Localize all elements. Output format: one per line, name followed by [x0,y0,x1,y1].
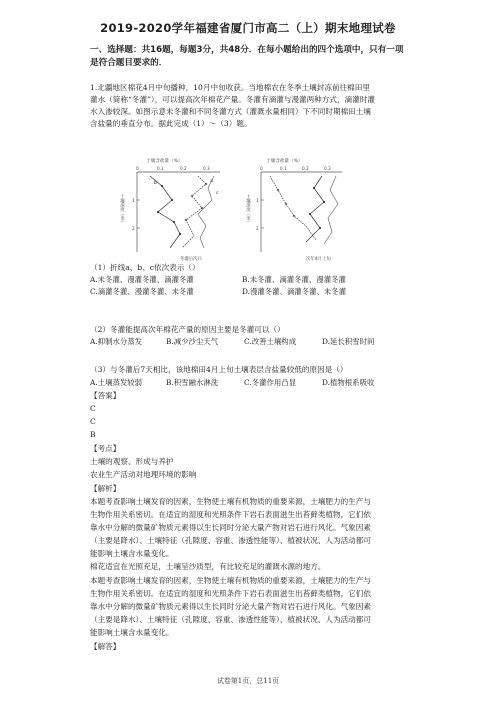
left-caption: 冬灌后次日 [180,257,202,262]
right-curve-2 [306,176,324,242]
right-axis-label: 土壤含盐量（%） [266,159,303,164]
jiexi-p3-line-1: 本题考查影响土壤发育的因素，生物使土壤有机物质的重要来源，土壤肥力的生产与 [90,576,371,585]
intro-line-1: 1.北疆地区棉花4月中旬播种，10月中旬收获。当地棉农在冬季土壤封冻前往棉田里 [90,83,370,92]
kaodian-line-2: 农业生产活动对地理环境的影响 [90,470,197,479]
left-depth-label: 土壤深度（米） [119,194,125,225]
intro-line-3: 水入渗较深。如图示意未冬灌和不同冬灌方式（灌溉水量相同）下不同时期棉田土壤 [90,107,371,116]
q3-stem: （3）与冬灌后7天相比，该地棉田4月上旬土壤表层含盐量较低的原因是（） [90,365,348,374]
kaodian-label: 【考点】 [90,444,121,453]
q2-option-c: C.改善土壤构成 [244,337,297,346]
right-tick-1: 0.1 [280,166,287,171]
q2-option-a: A.抑制水分蒸发 [90,337,143,346]
left-depth-tick-1: 1 [132,198,135,203]
q2-options [90,336,420,347]
page-footer: 试卷第1页，总11页 [216,677,280,685]
q3-option-c: C.冬灌作用凸显 [244,378,297,387]
curve-label-c: c [216,191,219,196]
right-depth-label: 土壤深度（米） [245,194,251,225]
q2-option-d: D.延长积雪时间 [322,337,375,346]
section-heading-2: 是符合题目要求的． [90,58,168,68]
page-title: 2019-2020学年福建省厦门市高二（上）期末地理试卷 [100,21,396,35]
q1-option-b: B.未冬灌、滴灌冬灌、漫灌冬灌 [242,275,346,284]
right-caption: 次年4月上旬 [306,257,331,262]
q1-option-d: D.漫灌冬灌、滴灌冬灌、未冬灌 [242,287,347,296]
intro-line-4: 含盐量的垂直分布。据此完成（1）～（3）题。 [90,119,252,128]
jiexi-p1-line-2: 生物作用关系密切。在适宜的湿度和光照条件下岩石表面滋生出苔藓类植物，它们依 [90,510,371,519]
q1-stem: （1）折线a、b、c依次表示（） [90,263,200,272]
q1-option-c: C.滴灌冬灌、漫灌冬灌、未冬灌 [90,287,194,296]
left-axis-label: 土壤含盐量（%） [146,159,183,164]
jiexi-p1-line-5: 能影响土壤含水量变化。 [90,549,174,558]
left-curve-a [182,176,206,248]
jieda-label: 【解答】 [90,642,121,651]
jiexi-p2: 棉花适宜在光照充足，土壤呈沙质型，有比较充足的灌溉水源的地方。 [90,562,326,571]
q3-option-d: D.植物根系吸收 [322,378,375,387]
left-curve-b [150,176,180,248]
right-tick-3: 0.3 [324,166,331,171]
q3-options [90,377,420,388]
q1-options-row1 [90,274,420,285]
right-curve-3 [324,176,338,244]
jiexi-p1-line-3: 靠水中分解的微量矿物质元素得以生长同时分泌大量产物对岩石进行风化。气象因素 [90,523,371,532]
jiexi-label: 【解析】 [90,484,121,493]
right-depth-tick-2: 2 [256,226,259,231]
curve-label-b: b [154,181,157,186]
jiexi-p1-line-4: （主要是降水）、土壤特征（孔隙度、容重、渗透性能等）、植被状况、人为活动都可 [90,536,371,545]
jiexi-p3-line-3: 靠水中分解的微量矿物质元素得以生长同时分泌大量产物对岩石进行风化。气象因素 [90,602,371,611]
right-tick-0: 0 [260,166,263,171]
q1-options-row2 [90,286,420,297]
jiexi-p3-line-5: 能影响土壤含水量变化。 [90,628,174,637]
left-tick-3: 0.3 [203,166,210,171]
q3-option-b: B.积雪融水淋洗 [166,378,219,387]
q2-option-b: B.减少沙尘天气 [166,337,219,346]
intro-line-2: 灌水（简称“冬灌”），可以提高次年棉花产量。冬灌有滴灌与漫灌两种方式，滴灌时灌 [90,95,375,104]
left-plot [120,157,221,262]
answer-3: B [90,430,96,439]
soil-salinity-figure [110,156,370,264]
q1-option-a: A.未冬灌、漫灌冬灌、滴灌冬灌 [90,275,194,284]
left-tick-0: 0 [136,166,139,171]
answer-2: C [90,417,96,426]
jiexi-p3-line-4: （主要是降水）、土壤特征（孔隙度、容重、渗透性能等）、植被状况、人为活动都可 [90,615,371,624]
right-depth-tick-1: 1 [256,198,259,203]
left-curve-c [198,176,214,248]
section-heading-1: 一、选择题：共16题，每题3分，共48分．在每小题给出的四个选项中，只有一项 [90,45,404,55]
right-tick-2: 0.2 [302,166,309,171]
curve-label-a: a [210,179,213,184]
left-depth-tick-2: 2 [132,226,135,231]
answer-1: C [90,404,96,413]
q2-stem: （2）冬灌能提高次年棉花产量的原因主要是冬灌可以（） [90,325,285,334]
right-plot [246,157,343,262]
left-tick-1: 0.1 [157,166,164,171]
right-curve-1 [270,176,316,240]
kaodian-line-1: 土壤的观察、形成与养护 [90,457,174,466]
left-tick-2: 0.2 [180,166,187,171]
q3-option-a: A.土壤蒸发较弱 [90,378,143,387]
jiexi-p3-line-2: 生物作用关系密切。在适宜的湿度和光照条件下岩石表面滋生出苔藓类植物，它们依 [90,589,371,598]
answer-label: 【答案】 [90,391,121,400]
jiexi-p1-line-1: 本题考查影响土壤发育的因素，生物使土壤有机物质的重要来源，土壤肥力的生产与 [90,497,371,506]
